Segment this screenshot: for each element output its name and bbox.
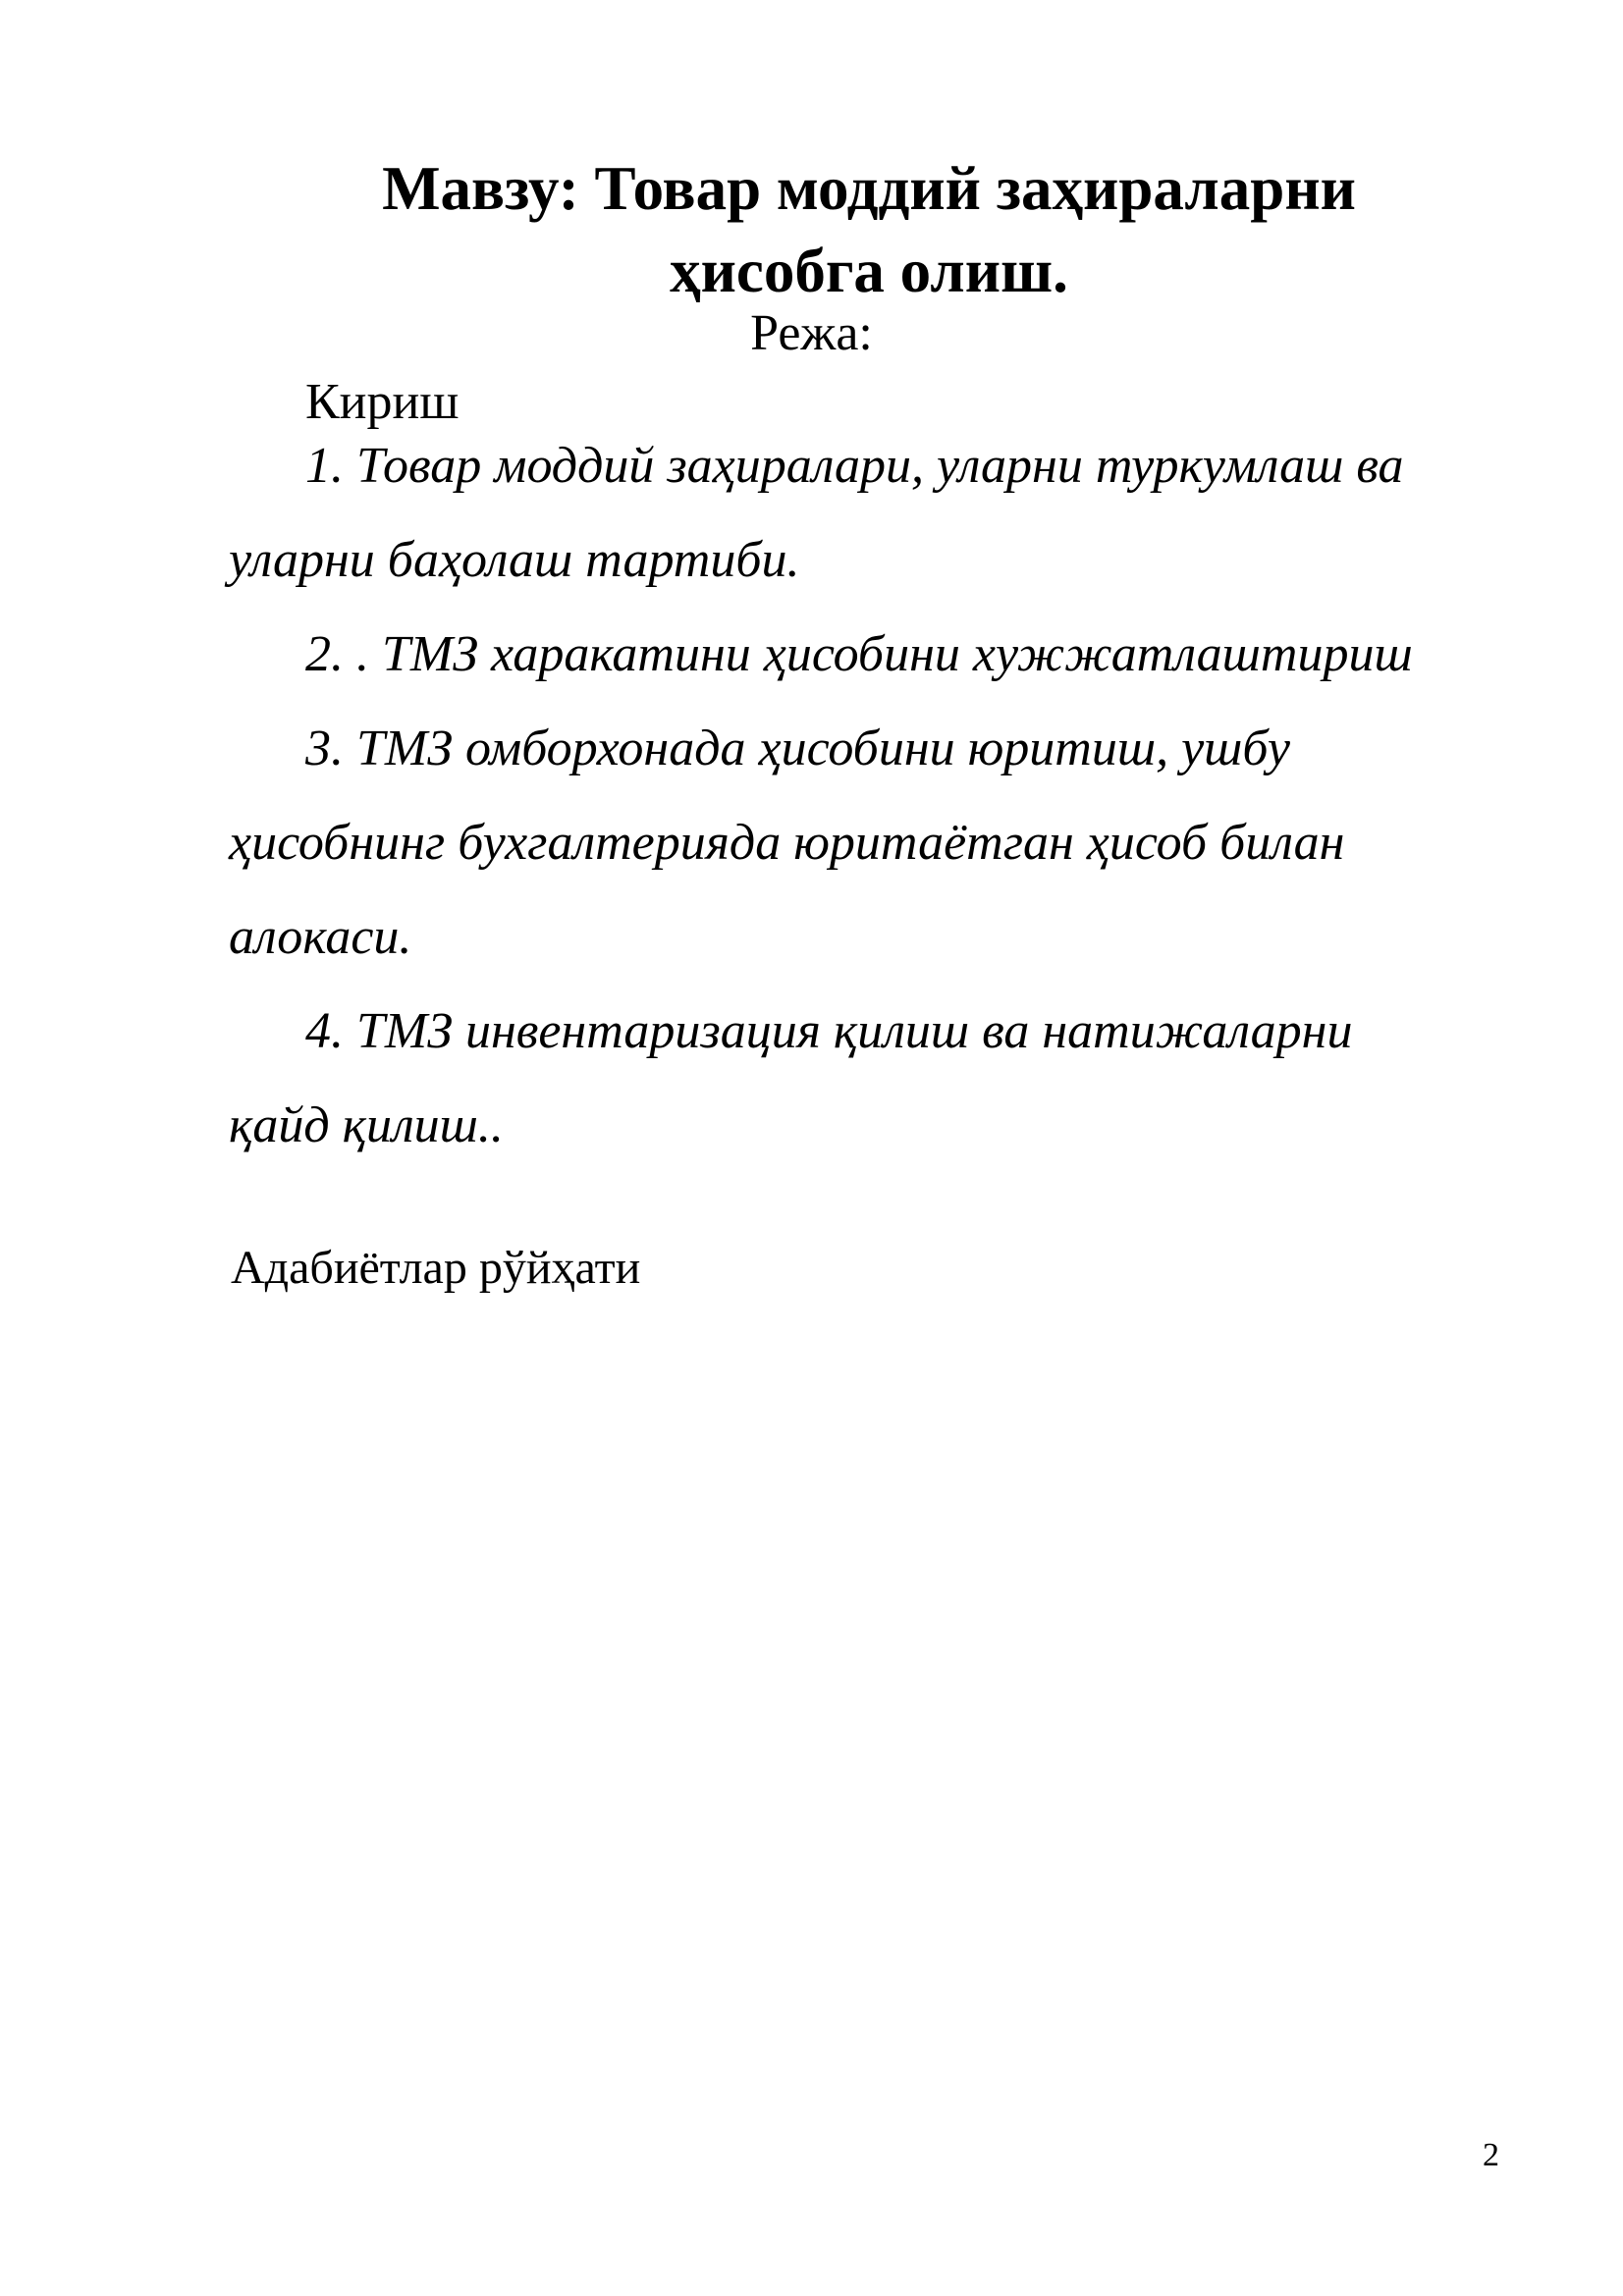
title-line-2: ҳисобга олиш. [670,237,1068,305]
plan-item-4 [229,985,1515,1173]
document-title [236,147,1502,312]
intro-item: Кириш [305,374,460,430]
page-number: 2 [1483,2137,1499,2173]
plan-item-2-line-1: 2. . ТМЗ харакатини ҳисобини хужжатлаштириш [305,626,1413,682]
plan-item-3 [229,702,1515,985]
plan-item-3-line-1: 3. ТМЗ омборхонада ҳисобини юритиш, ушбу [305,721,1290,776]
plan-item-1-line-1: 1. Товар моддий заҳиралари, уларни туркумлаш ва [305,438,1404,494]
plan-item-4-line-2: қайд қилиш.. [229,1097,504,1153]
plan-item-1-line-2: уларни баҳолаш тартиби. [229,532,800,588]
plan-heading: Режа: [750,305,873,361]
title-line-1: Мавзу: Товар моддий заҳираларни [382,154,1356,223]
plan-item-3-line-3: алокаси. [229,909,412,965]
references-heading: Адабиётлар рўйҳати [231,1242,641,1294]
plan-item-3-line-2: ҳисобнинг бухгалтерияда юритаётган ҳисоб билан [229,815,1345,871]
plan-item-2 [229,608,1515,702]
plan-item-1 [229,419,1515,608]
plan-item-4-line-1: 4. ТМЗ инвентаризация қилиш ва натижаларни [305,1003,1353,1059]
